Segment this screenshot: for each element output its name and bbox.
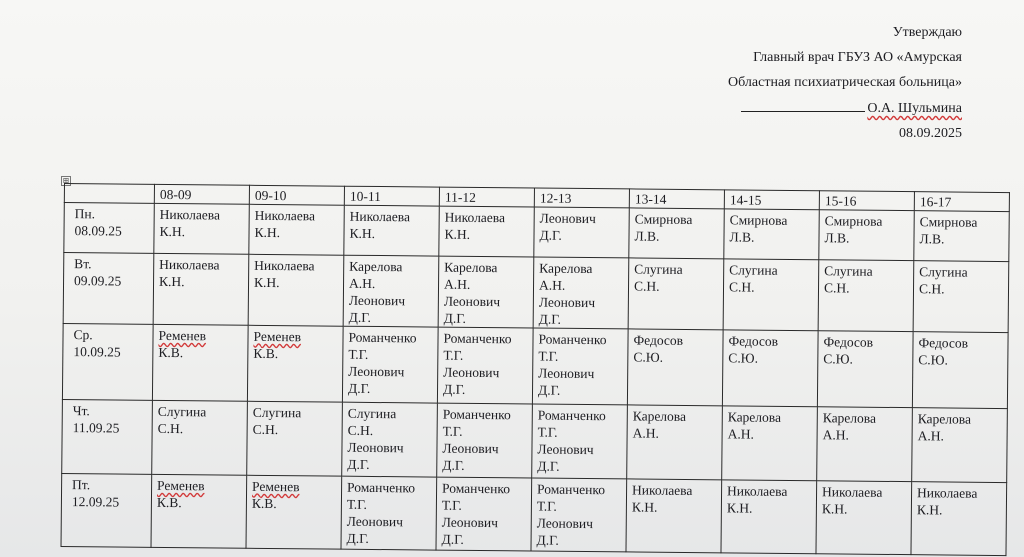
schedule-cell: [721, 480, 817, 554]
day-date: 09.09.25: [73, 273, 122, 289]
doctor-surname: Смирнова: [729, 212, 788, 228]
schedule-cell: [533, 257, 629, 329]
schedule-cell: [437, 403, 533, 478]
doctor-initials: К.Н.: [444, 226, 471, 242]
schedule-cell: [912, 332, 1008, 409]
schedule-cell: [914, 211, 1009, 262]
doctor-surname: Романченко: [537, 407, 606, 424]
doctor-surname: Федосов: [728, 333, 779, 349]
doctor-surname: Смирнова: [634, 211, 693, 228]
doctor-initials: С.Н.: [252, 421, 279, 438]
schedule-cell: [817, 331, 913, 408]
doctor-surname: Слугина: [157, 403, 207, 420]
schedule-cell: [818, 260, 914, 332]
doctor-initials: Д.Г.: [347, 456, 370, 472]
doctor-initials: Д.Г.: [536, 532, 559, 548]
schedule-cell: [816, 481, 912, 555]
doctor-surname: Леонович: [348, 292, 406, 309]
doctor-initials: К.Н.: [821, 501, 848, 517]
doctor-surname: Леонович: [346, 513, 404, 530]
doctor-surname: Николаева: [632, 482, 693, 499]
doctor-surname: Смирнова: [919, 214, 978, 230]
schedule-cell: [437, 327, 533, 404]
day-name: Чт.: [72, 403, 90, 419]
schedule-cell: [819, 210, 914, 261]
schedule-cell: [912, 408, 1008, 483]
doctor-surname: Леонович: [539, 210, 596, 227]
doctor-initials: К.В.: [251, 495, 277, 512]
doctor-surname: Леонович: [443, 293, 501, 310]
doctor-initials: С.Ю.: [728, 350, 759, 366]
day-date: 11.09.25: [72, 420, 120, 436]
doctor-surname: Карелова: [444, 259, 498, 276]
doctor-initials: С.Ю.: [633, 349, 664, 365]
doctor-surname: Николаева: [159, 206, 221, 223]
header-hour-cell: 15-16: [819, 191, 914, 211]
approval-title: Утверждаю: [892, 25, 962, 40]
day-name: Пн.: [74, 206, 96, 222]
schedule-cell: [436, 477, 532, 551]
schedule-cell: [534, 207, 629, 258]
doctor-surname: Романченко: [537, 481, 606, 498]
doctor-surname: Романченко: [538, 331, 607, 348]
schedule-row: [62, 399, 1008, 482]
doctor-initials: Д.Г.: [348, 309, 372, 325]
doctor-initials: Д.Г.: [443, 310, 467, 326]
doctor-initials: Д.Г.: [441, 531, 464, 547]
doctor-surname: Леонович: [536, 515, 593, 532]
doctor-initials: К.Н.: [349, 225, 376, 241]
approval-position-line1: Главный врач ГБУЗ АО «Амурская: [753, 50, 962, 65]
schedule-cell: [628, 258, 724, 330]
doctor-initials: Л.В.: [919, 231, 945, 247]
doctor-initials: Д.Г.: [347, 380, 371, 396]
doctor-surname: Николаева: [254, 207, 316, 224]
doctor-initials: Т.Г.: [441, 497, 462, 513]
doctor-initials: К.В.: [253, 345, 279, 362]
header-hour-cell: 09-10: [249, 185, 344, 205]
doctor-surname: Ременев: [252, 478, 300, 495]
doctor-initials: Д.Г.: [538, 311, 562, 327]
doctor-initials: С.Н.: [633, 278, 660, 294]
doctor-surname: Леонович: [348, 363, 405, 380]
day-cell: [64, 203, 154, 254]
approval-date: 08.09.2025: [899, 126, 962, 141]
doctor-initials: Д.Г.: [442, 457, 465, 473]
schedule-cell: [342, 326, 438, 403]
schedule-cell: [152, 324, 248, 401]
doctor-surname: Карелова: [917, 411, 972, 427]
schedule-cell: [151, 474, 247, 548]
header-hour-cell: 16-17: [914, 192, 1009, 212]
doctor-surname: Смирнова: [824, 213, 883, 229]
schedule-cell: [532, 328, 628, 405]
doctor-surname: Федосов: [918, 335, 969, 351]
doctor-surname: Леонович: [537, 441, 594, 458]
doctor-surname: Слугина: [729, 262, 778, 278]
schedule-cell: [152, 400, 248, 475]
doctor-initials: С.Ю.: [823, 351, 854, 367]
doctor-initials: А.Н.: [348, 275, 376, 291]
approval-signature-name: О.А. Шульмина: [867, 101, 962, 116]
doctor-surname: Карелова: [539, 260, 593, 277]
doctor-surname: Романченко: [348, 329, 417, 346]
schedule-cell: [247, 401, 343, 476]
header-hour-cell: 12-13: [534, 188, 629, 208]
schedule-table: [61, 183, 1010, 556]
doctor-initials: Д.Г.: [537, 458, 560, 474]
doctor-surname: Федосов: [823, 334, 874, 350]
doctor-surname: Карелова: [632, 408, 687, 424]
day-cell: [62, 323, 153, 400]
doctor-initials: Л.В.: [824, 230, 850, 246]
schedule-row: [62, 323, 1008, 408]
schedule-cell: [531, 478, 627, 552]
header-hour-cell: 08-09: [154, 184, 249, 204]
doctor-surname: Карелова: [349, 258, 403, 275]
header-hour-cell: 13-14: [629, 189, 724, 209]
schedule-cell: [532, 404, 628, 479]
doctor-surname: Леонович: [347, 439, 404, 456]
day-cell: [61, 473, 152, 547]
doctor-initials: Т.Г.: [348, 346, 369, 362]
schedule-cell: [629, 208, 724, 259]
schedule-cell: [626, 479, 722, 553]
schedule-cell: [627, 405, 723, 480]
schedule-row: [64, 203, 1009, 262]
schedule-cell: [248, 254, 344, 326]
day-date: 12.09.25: [71, 494, 120, 510]
doctor-initials: С.Н.: [918, 281, 945, 297]
doctor-initials: А.Н.: [632, 425, 659, 441]
doctor-surname: Ременев: [157, 477, 205, 494]
doctor-initials: Т.Г.: [538, 348, 559, 364]
doctor-surname: Слугина: [824, 263, 873, 279]
doctor-surname: Николаева: [916, 485, 978, 501]
schedule-row: [63, 253, 1009, 333]
day-date: 08.09.25: [74, 223, 122, 239]
doctor-initials: С.Ю.: [918, 352, 949, 368]
doctor-surname: Романченко: [442, 480, 511, 497]
doctor-surname: Карелова: [727, 409, 782, 425]
doctor-initials: А.Н.: [443, 276, 471, 292]
doctor-surname: Николаева: [349, 208, 411, 225]
doctor-initials: Т.Г.: [346, 496, 367, 512]
doctor-surname: Слугина: [252, 404, 302, 421]
doctor-surname: Николаева: [254, 257, 315, 274]
schedule-cell: [723, 259, 819, 331]
day-cell: [63, 253, 154, 325]
schedule-cell: [439, 206, 534, 257]
doctor-initials: С.Н.: [728, 279, 755, 295]
doctor-initials: К.Н.: [254, 224, 281, 241]
schedule-cell: [913, 261, 1009, 333]
schedule-cell: [722, 330, 818, 407]
day-date: 10.09.25: [73, 344, 121, 360]
doctor-initials: А.Н.: [538, 277, 566, 293]
schedule-cell: [341, 476, 437, 550]
doctor-initials: Л.В.: [729, 229, 755, 245]
schedule-cell: [722, 406, 818, 481]
doctor-initials: Л.В.: [634, 228, 660, 244]
doctor-initials: А.Н.: [917, 428, 944, 444]
doctor-initials: Д.Г.: [537, 382, 561, 398]
doctor-surname: Леонович: [443, 364, 500, 381]
schedule-cell: [344, 205, 439, 256]
doctor-surname: Романченко: [442, 406, 511, 423]
doctor-surname: Слугина: [919, 264, 968, 280]
doctor-initials: С.Н.: [347, 422, 374, 438]
doctor-initials: Д.Г.: [346, 530, 369, 546]
doctor-initials: Д.Г.: [442, 381, 466, 397]
doctor-surname: Карелова: [822, 410, 877, 426]
doctor-surname: Ременев: [158, 327, 207, 344]
doctor-initials: К.В.: [158, 344, 184, 361]
schedule-cell: [724, 209, 819, 260]
header-hour-cell: 10-11: [344, 186, 439, 206]
schedule-cell: [249, 204, 344, 255]
doctor-initials: Т.Г.: [537, 424, 558, 440]
doctor-initials: Т.Г.: [443, 347, 464, 363]
doctor-surname: Леонович: [538, 365, 595, 382]
day-name: Вт.: [74, 256, 92, 272]
day-name: Ср.: [73, 327, 93, 343]
schedule-cell: [817, 407, 913, 482]
doctor-initials: С.Н.: [157, 420, 184, 437]
doctor-initials: К.Н.: [158, 273, 185, 290]
day-cell: [62, 399, 153, 474]
doctor-initials: К.Н.: [916, 502, 943, 518]
doctor-initials: С.Н.: [823, 280, 850, 296]
doctor-surname: Федосов: [633, 332, 684, 348]
doctor-surname: Леонович: [442, 440, 499, 457]
doctor-initials: К.Н.: [159, 223, 186, 240]
schedule-cell: [343, 255, 439, 327]
schedule-cell: [438, 256, 534, 328]
doctor-surname: Слугина: [347, 405, 397, 422]
doctor-initials: А.Н.: [822, 427, 849, 443]
approval-block: [728, 26, 962, 152]
doctor-surname: Николаева: [727, 483, 788, 499]
doctor-initials: Т.Г.: [536, 498, 557, 514]
schedule-row: [61, 473, 1007, 555]
doctor-initials: К.Н.: [253, 274, 280, 291]
doctor-initials: К.Н.: [726, 500, 753, 516]
doctor-surname: Романченко: [347, 479, 416, 496]
schedule-cell: [154, 203, 249, 254]
doctor-initials: К.Н.: [631, 499, 658, 515]
approval-position-line2: Областная психиатрическая больница»: [728, 75, 962, 90]
schedule-cell: [247, 325, 343, 402]
schedule-cell: [627, 329, 723, 406]
table-move-handle-icon[interactable]: ⊞: [62, 176, 70, 185]
doctor-initials: А.Н.: [727, 426, 754, 442]
header-hour-cell: 14-15: [724, 190, 819, 210]
doctor-surname: Николаева: [159, 256, 220, 273]
header-corner-cell: [64, 184, 154, 204]
header-hour-cell: 11-12: [439, 187, 534, 207]
schedule-cell: [246, 475, 342, 549]
day-name: Пт.: [72, 477, 91, 493]
schedule-cell: [342, 402, 438, 477]
doctor-surname: Леонович: [441, 514, 499, 531]
doctor-initials: Д.Г.: [539, 227, 562, 243]
approval-signature-line: [728, 101, 962, 116]
schedule-cell: [911, 482, 1007, 556]
signature-blank: [741, 101, 865, 112]
doctor-initials: Т.Г.: [442, 423, 463, 439]
doctor-surname: Николаева: [821, 484, 883, 500]
doctor-surname: Николаева: [444, 209, 506, 226]
doctor-surname: Ременев: [253, 328, 302, 345]
schedule-cell: [153, 253, 249, 325]
doctor-surname: Леонович: [538, 294, 596, 311]
doctor-initials: К.В.: [156, 494, 182, 511]
doctor-surname: Слугина: [634, 261, 683, 277]
doctor-surname: Романченко: [443, 330, 512, 347]
